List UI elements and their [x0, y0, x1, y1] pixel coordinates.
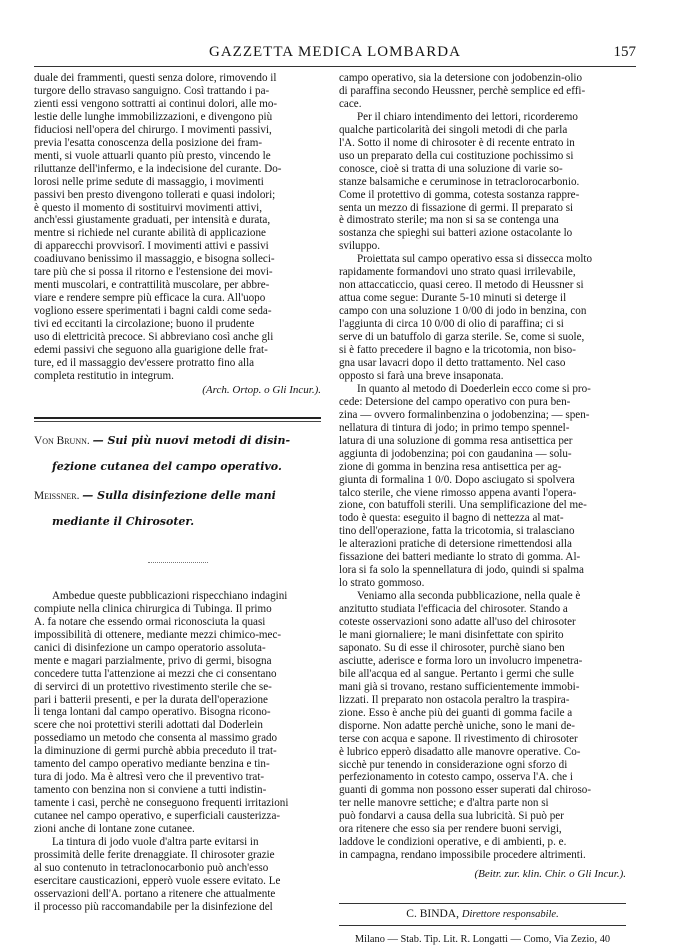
text-line: qualche particolarità dei singoli metodi di che parla [339, 123, 568, 136]
reference-von-brunn [34, 428, 321, 479]
text-line: stanze balsamiche e ceruminose in tetraclorocarbonio. [339, 175, 580, 188]
text-line: l'aggiunta di circa 10 0/00 di olio di paraffina; ci si [339, 318, 564, 331]
section-rule-top [34, 417, 321, 419]
text-line: duale dei frammenti, questi senza dolore, rimovendo il [34, 72, 277, 84]
text-line: tino dell'operazione, fatta la tricotomia, si tralasciano [339, 525, 575, 538]
review-paragraph [339, 590, 626, 862]
text-line: pari i batterii presenti, e per la durata dell'operazione [34, 693, 268, 706]
text-line: uso di elettricità precoce. Si abbreviano così anche gli [34, 331, 274, 344]
review-paragraph [34, 836, 321, 914]
text-line: guanti di gomma non possono esser superati dal chiroso- [339, 784, 592, 797]
text-line: concedere tutta l'attenzione ai mezzi che ci consentano [34, 667, 277, 680]
text-line: non attaccaticcio, quasi cereo. Il metodo di Heussner si [339, 279, 584, 292]
text-line: sviluppo. [339, 240, 380, 253]
text-line: Per il chiaro intendimento dei lettori, ricorderemo [357, 110, 578, 123]
text-line: anzitutto studiata l'efficacia del chirosoter. Stando a [339, 603, 568, 616]
text-line: lo strato gommoso. [339, 577, 425, 590]
reference-title: — Sulla disinfezione delle mani [82, 488, 276, 502]
text-line: mani già si trovano, restano sufficientemente immobi- [339, 680, 580, 693]
section-rule-bottom [34, 421, 321, 422]
text-line: l'A. Sotto il nome di chirosoter è di recente entrato in [339, 136, 575, 149]
review-paragraph [339, 72, 626, 111]
journal-title: GAZZETTA MEDICA LOMBARDA [209, 44, 461, 60]
ornament-divider [34, 550, 321, 568]
review-paragraph [34, 590, 321, 836]
review-paragraph [339, 383, 626, 590]
text-line: latura di una soluzione di gomma resa antisettica per [339, 434, 573, 447]
text-line: zione. Esso è anche più dei guanti di gomma facile a [339, 706, 573, 719]
text-line: perfezionamento in cotesto campo, osserva l'A. che i [339, 771, 573, 784]
text-line: compiute nella clinica chirurgica di Tubinga. Il primo [34, 602, 272, 615]
text-line: viare e rendere sempre più efficace la cura. All'uopo [34, 292, 266, 305]
text-line: è lubrico epperò disadatto alle manovre operative. Co- [339, 745, 581, 758]
text-line: completa restitutio in integrum. [34, 369, 174, 382]
text-line: le mani giornaliere; le mani disinfettate con spirito [339, 628, 564, 641]
text-line: osservazioni dell'A. portano a ritenere che attualmente [34, 887, 276, 900]
source-citation-beitr: (Beitr. zur. klin. Chir. o Gli Incur.). [474, 868, 626, 881]
text-line: menti, si vuole attuarli quanto più presto, vincendo le [34, 149, 271, 162]
reference-author: Von Brunn. [34, 434, 90, 447]
text-line: uso un preparato della cui costituzione pochissimo si [339, 149, 574, 162]
text-line: di apparecchi provvisorî. I movimenti attivi e passivi [34, 240, 269, 253]
text-line: al suo contenuto in tetraclonocarbonio può anch'esso [34, 861, 269, 874]
text-line: menti muscolari, e contrattilità muscolare, per abbre- [34, 279, 270, 292]
text-line: ora ritenere che esso sia per rendere buoni servigi, [339, 823, 562, 836]
text-line: di paraffina secondo Heussner, perchè semplice ed effi- [339, 84, 586, 97]
text-line: può fondarvi a causa della sua lubricità. Si può per [339, 810, 564, 823]
text-line: cede: Detersione del campo operativo con pura ben- [339, 395, 571, 408]
source-citation-ortop: (Arch. Ortop. o Gli Incur.). [202, 383, 321, 396]
text-line: In quanto al metodo di Doederlein ecco come si pro- [357, 382, 591, 395]
text-line: tare più che si possa il ritorno e l'estensione dei movi- [34, 266, 273, 279]
page-number: 157 [613, 44, 636, 60]
text-line: saponato. Su di esse il chirosoter, purchè siano ben [339, 641, 565, 654]
text-line: prossimità delle ferite drenaggiate. Il chirosoter grazie [34, 848, 275, 861]
text-line: campo con una soluzione 1 0/00 di jodo in benzina, con [339, 305, 587, 318]
text-line: ter nelle manovre settiche; e d'altra parte non si [339, 797, 549, 810]
footer-rule-bottom [339, 925, 626, 926]
text-line: coadiuvano benissimo il massaggio, e bisogna solleci- [34, 253, 275, 266]
massage-paragraph-end [34, 72, 321, 383]
text-line: La tintura di jodo vuole d'altra parte evitarsi in [52, 835, 259, 848]
text-line: impossibilità di ottenere, mediante mezzi chimico-mec- [34, 628, 282, 641]
text-line: tamento con benzina non si conviene a tutti indistin- [34, 784, 267, 797]
text-line: la diminuzione di germi purchè abbia preceduto il trat- [34, 745, 277, 758]
reference-author: Meissner. [34, 489, 80, 502]
editor-role: Direttore responsabile. [461, 909, 559, 921]
reference-meissner [34, 483, 321, 534]
text-line: zienti essi vengono sottratti ai continui dolori, alle mo- [34, 97, 278, 110]
text-line: ture, ed il massaggio dev'essere protratto fino alla [34, 356, 255, 369]
text-line: è questo il momento di sostituirvi movimenti attivi, [34, 201, 263, 214]
text-line: lizzati. Il preparato non ostacola peraltro la traspira- [339, 693, 570, 706]
text-line: rapidamente formandovi uno strato quasi irrilevabile, [339, 266, 576, 279]
text-line: anch'essi giustamente graduati, per intensità e durata, [34, 214, 271, 227]
text-line: campo operativo, sia la detersione con jodobenzin-olio [339, 72, 583, 84]
editor-name: C. BINDA, [406, 908, 459, 921]
text-line: lora si fa solo la spennellatura di jodo, quindi si spalma [339, 564, 584, 577]
text-line: Proiettata sul campo operativo essa si dissecca molto [357, 253, 593, 266]
text-line: conosce, cioè si tratta di una soluzione di varie so- [339, 162, 563, 175]
text-line: cutanee nel campo operativo, e superficiali causterizza- [34, 810, 281, 823]
text-line: terse con acqua e sapone. Il rivestimento di chirosoter [339, 732, 578, 745]
text-line: coteste osservazioni sono adatte all'uso del chirosoter [339, 616, 576, 629]
text-line: laddove le condizioni operative, e di ambienti, p. e. [339, 836, 567, 849]
right-column [339, 72, 626, 948]
text-line: zione, con batuffoli sterili. Una semplificazione del me- [339, 499, 587, 512]
text-line: in campagna, rendano impossibile procedere altrimenti. [339, 849, 586, 862]
text-line: riluttanze dell'infermo, e la indecisione del curante. Do- [34, 162, 282, 175]
text-line: talco sterile, che viene rimosso appena avanti l'opera- [339, 486, 577, 499]
left-column [34, 72, 321, 914]
text-line: attua come segue: Durante 5-10 minuti si deterge il [339, 292, 567, 305]
text-line: todo è questa: eseguito il bagno di nettezza al mat- [339, 512, 564, 525]
text-line: il processo più raccomandabile per la disinfezione del [34, 900, 273, 913]
text-line: sostanza che spieghi sui batteri azione ostacolante lo [339, 227, 573, 240]
text-line: le alterazioni pratiche di detersione rimettendosi alla [339, 538, 572, 551]
text-line: mentre si richiede nel curante abilità di applicazione [34, 227, 266, 240]
text-line: vogliono essere sperimentati i bagni caldi come seda- [34, 305, 272, 318]
editor-line [339, 904, 626, 925]
text-line: sicchè pur tenendo in considerazione ogni sforzo di [339, 758, 568, 771]
text-line: è dimostrato sterile; ma non si sa se contenga una [339, 214, 559, 227]
header-rule [34, 66, 636, 67]
text-line: senta un mezzo di fissazione di germi. Il preparato si [339, 201, 574, 214]
text-line: si è fatto precedere il bagno e la tricotomia, non biso- [339, 344, 576, 357]
text-line: zioni anche di lontane zone cutanee. [34, 823, 195, 836]
text-line: tura di jodo. Ma è altresì vero che il preventivo trat- [34, 771, 265, 784]
text-line: aggiunta di jodobenzina; poi con gaudanina — solu- [339, 447, 572, 460]
text-line: tamento del campo operativo mediante benzina e tin- [34, 758, 270, 771]
text-line: fiduciosi nell'opera del chirurgo. I movimenti passivi, [34, 123, 272, 136]
reference-title: — Sui più nuovi metodi di disin- [92, 433, 291, 447]
text-line: esercitare causticazioni, epperò vuole essere evitato. Le [34, 874, 281, 887]
text-line: lestie delle lunghe immobilizzazioni, e divengono più [34, 110, 273, 123]
text-line: possediamo un metodo che consenta al massimo grado [34, 732, 278, 745]
text-line: giunta di formalina 1 0/0. Dopo asciugato si spolvera [339, 473, 575, 486]
text-line: bile all'acqua ed al sangue. Pertanto i germi che sulle [339, 667, 574, 680]
text-line: cace. [339, 97, 362, 110]
text-line: mente e magari parzialmente, privo di germi, bisogna [34, 654, 272, 667]
text-line: nellatura di tintura di jodo; in primo tempo spennel- [339, 421, 570, 434]
text-line: gna usar lavacri dopo il detto trattamento. Nel caso [339, 356, 566, 369]
running-head [34, 44, 636, 64]
text-line: tamente i casi, perchè ne conseguono frequenti irritazioni [34, 797, 289, 810]
text-line: zina — ovvero formalinbenzina o jodobenzina; — spen- [339, 408, 590, 421]
reference-title-cont: fezione cutanea del campo operativo. [52, 459, 282, 473]
text-line: opposto si farà una breve insaponata. [339, 369, 504, 382]
text-line: Veniamo alla seconda pubblicazione, nella quale è [357, 590, 581, 603]
review-paragraph [339, 111, 626, 253]
text-line: passivi ben presto divengono tollerati e quasi indolori; [34, 188, 276, 201]
text-line: scere che noi protettivi sterili adottati dal Doderlein [34, 719, 263, 732]
text-line: li tenga lontani dal campo operativo. Bisogna ricono- [34, 706, 271, 719]
text-line: previa l'esatta conoscenza della posizione dei fram- [34, 136, 263, 149]
reference-title-cont: mediante il Chirosoter. [52, 514, 195, 528]
text-line: Come il protettivo di gomma, cotesta sostanza rappre- [339, 188, 580, 201]
text-line: edemi passivi che seguono alla guarigione delle frat- [34, 344, 268, 357]
text-line: disporne. Non adatte perchè uniche, sono le mani de- [339, 719, 575, 732]
text-line: di servirci di un protettivo rivestimento sterile che se- [34, 680, 272, 693]
text-line: tivi ed eccitanti la circolazione; buono il prudente [34, 318, 255, 331]
text-line: canici di disinfezione un campo operatorio assoluta- [34, 641, 266, 654]
text-line: turgore dello stravaso sanguigno. Così trattando i pa- [34, 84, 270, 97]
text-line: asciutte, aderisce e forma loro un involucro impenetra- [339, 654, 583, 667]
text-line: zione di gomma in benzina resa antisettica per ag- [339, 460, 562, 473]
text-line: Ambedue queste pubblicazioni rispecchiano indagini [52, 589, 288, 602]
text-line: A. fa notare che essendo ormai riconosciuta la quasi [34, 615, 266, 628]
printer-imprint: Milano — Stab. Tip. Lit. R. Longatti — Como, Via Zezio, 40 [354, 934, 611, 946]
text-line: fissazione dei batteri mediante lo strato di gomma. Al- [339, 551, 581, 564]
text-line: lorosi nelle prime sedute di massaggio, i movimenti [34, 175, 264, 188]
review-paragraph [339, 253, 626, 383]
text-line: serve di un batuffolo di garza sterile. Se, come si suole, [339, 331, 585, 344]
